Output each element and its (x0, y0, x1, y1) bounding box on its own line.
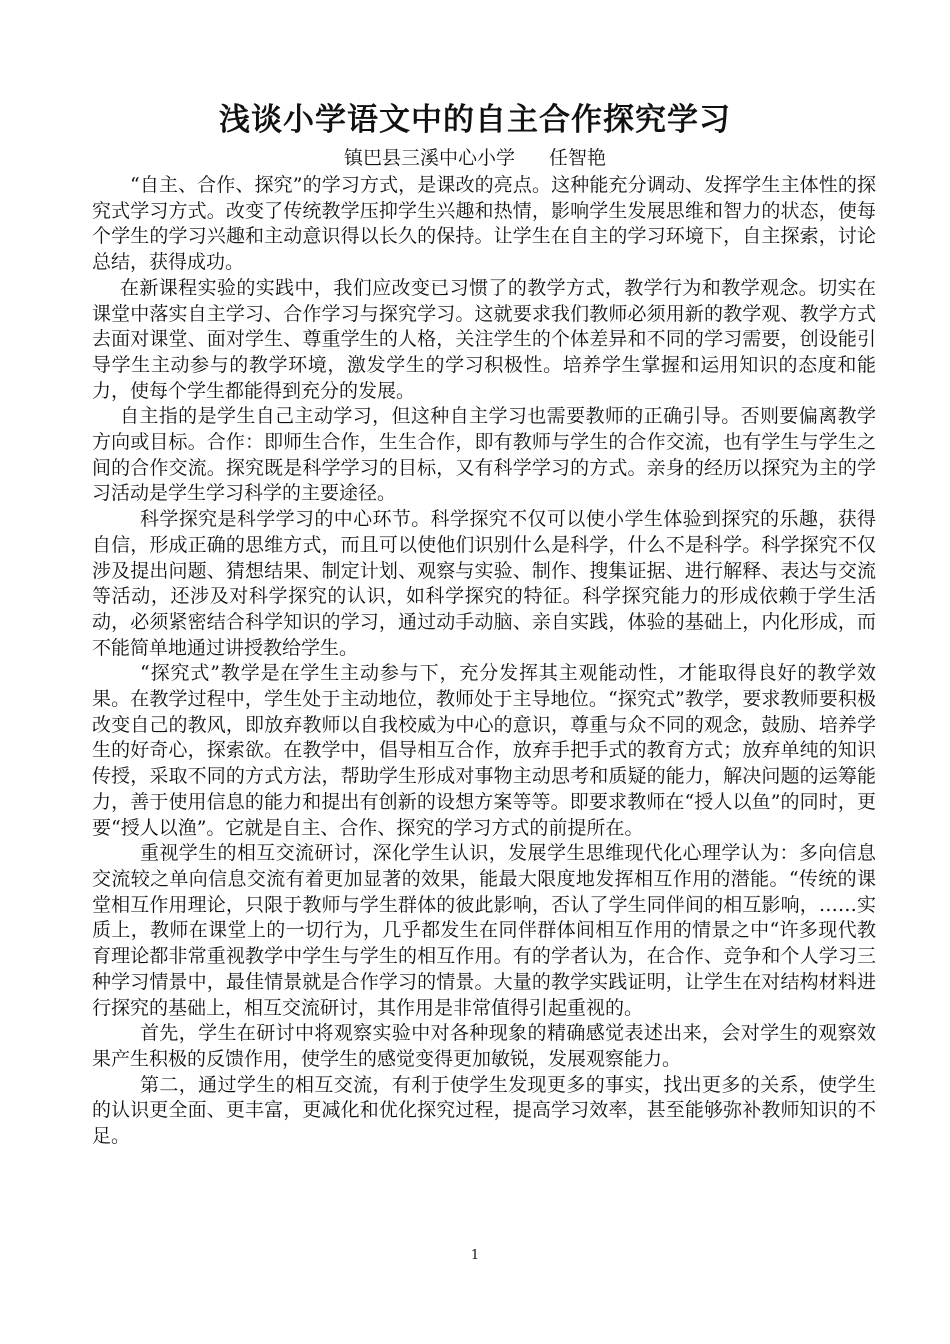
paragraph: 首先，学生在研讨中将观察实验中对各种现象的精确感觉表述出来，会对学生的观察效果产生积极的反馈作用，使学生的感觉变得更加敏锐，发展观察能力。 (92, 1022, 876, 1070)
article-body (92, 173, 876, 1150)
byline (0, 146, 950, 170)
author-name: 任智艳 (549, 147, 607, 169)
page-title: 浅谈小学语文中的自主合作探究学习 (219, 102, 731, 138)
school-name: 镇巴县三溪中心小学 (343, 147, 515, 169)
paragraph: “探究式”教学是在学生主动参与下，充分发挥其主观能动性，才能取得良好的教学效果。在教学过程中，学生处于主动地位，教师处于主导地位。“探究式”教学，要求教师要积极改变自己的教风，即放弃教师以自我校威为中心的意识，尊重与众不同的观念，鼓励、培养学生的好奇心，探索欲。在教学中，倡导相互合作，放弃手把手式的教育方式；放弃单纯的知识传授，采取不同的方式方法，帮助学生形成对事物主动思考和质疑的能力，解决问题的运筹能力，善于使用信息的能力和提出有创新的设想方案等等。即要求教师在“授人以鱼”的同时，更要“授人以渔”。它就是自主、合作、探究的学习方式的前提所在。 (92, 662, 876, 839)
page-number: 1 (470, 1248, 480, 1263)
paragraph: “自主、合作、探究”的学习方式，是课改的亮点。这种能充分调动、发挥学生主体性的探究式学习方式。改变了传统教学压抑学生兴趣和热情，影响学生发展思维和智力的状态，使每个学生的学习兴趣和主动意识得以长久的保持。让学生在自主的学习环境下，自主探索，讨论总结，获得成功。 (92, 174, 876, 274)
paragraph: 第二，通过学生的相互交流，有利于使学生发现更多的事实，找出更多的关系，使学生的认识更全面、更丰富，更减化和优化探究过程，提高学习效率，甚至能够弥补教师知识的不足。 (92, 1073, 876, 1148)
paragraph: 自主指的是学生自己主动学习，但这种自主学习也需要教师的正确引导。否则要偏离教学方向或目标。合作：即师生合作，生生合作，即有教师与学生的合作交流，也有学生与学生之间的合作交流。探究既是科学学习的目标，又有科学学习的方式。亲身的经历以探究为主的学习活动是学生学习科学的主要途径。 (92, 405, 876, 505)
paragraph: 科学探究是科学学习的中心环节。科学探究不仅可以使小学生体验到探究的乐趣，获得自信，形成正确的思维方式，而且可以使他们识别什么是科学，什么不是科学。科学探究不仅涉及提出问题、猜想结果、制定计划、观察与实验、制作、搜集证据、进行解释、表达与交流等活动，还涉及对科学探究的认识，如科学探究的特征。科学探究能力的形成依赖于学生活动，必须紧密结合科学知识的学习，通过动手动脑、亲自实践，体验的基础上，内化形成，而不能简单地通过讲授教给学生。 (92, 508, 876, 659)
paragraph: 重视学生的相互交流研讨，深化学生认识，发展学生思维现代化心理学认为：多向信息交流较之单向信息交流有着更加显著的效果，能最大限度地发挥相互作用的潜能。“传统的课堂相互作用理论，只限于教师与学生群体的彼此影响，否认了学生同伴间的相互影响，……实质上，教师在课堂上的一切行为，几乎都发生在同伴群体间相互作用的情景之中“许多现代教育理论都非常重视教学中学生与学生的相互作用。有的学者认为，在合作、竞争和个人学习三种学习情景中，最佳情景就是合作学习的情景。大量的教学实践证明，让学生在对结构材料进行探究的基础上，相互交流研讨，其作用是非常值得引起重视的。 (92, 842, 876, 1019)
paragraph: 在新课程实验的实践中，我们应改变已习惯了的教学方式，教学行为和教学观念。切实在课堂中落实自主学习、合作学习与探究学习。这就要求我们教师必须用新的教学观、教学方式去面对课堂、面对学生、尊重学生的人格，关注学生的个体差异和不同的学习需要，创设能引导学生主动参与的教学环境，激发学生的学习积极性。培养学生掌握和运用知识的态度和能力，使每个学生都能得到充分的发展。 (92, 276, 876, 402)
